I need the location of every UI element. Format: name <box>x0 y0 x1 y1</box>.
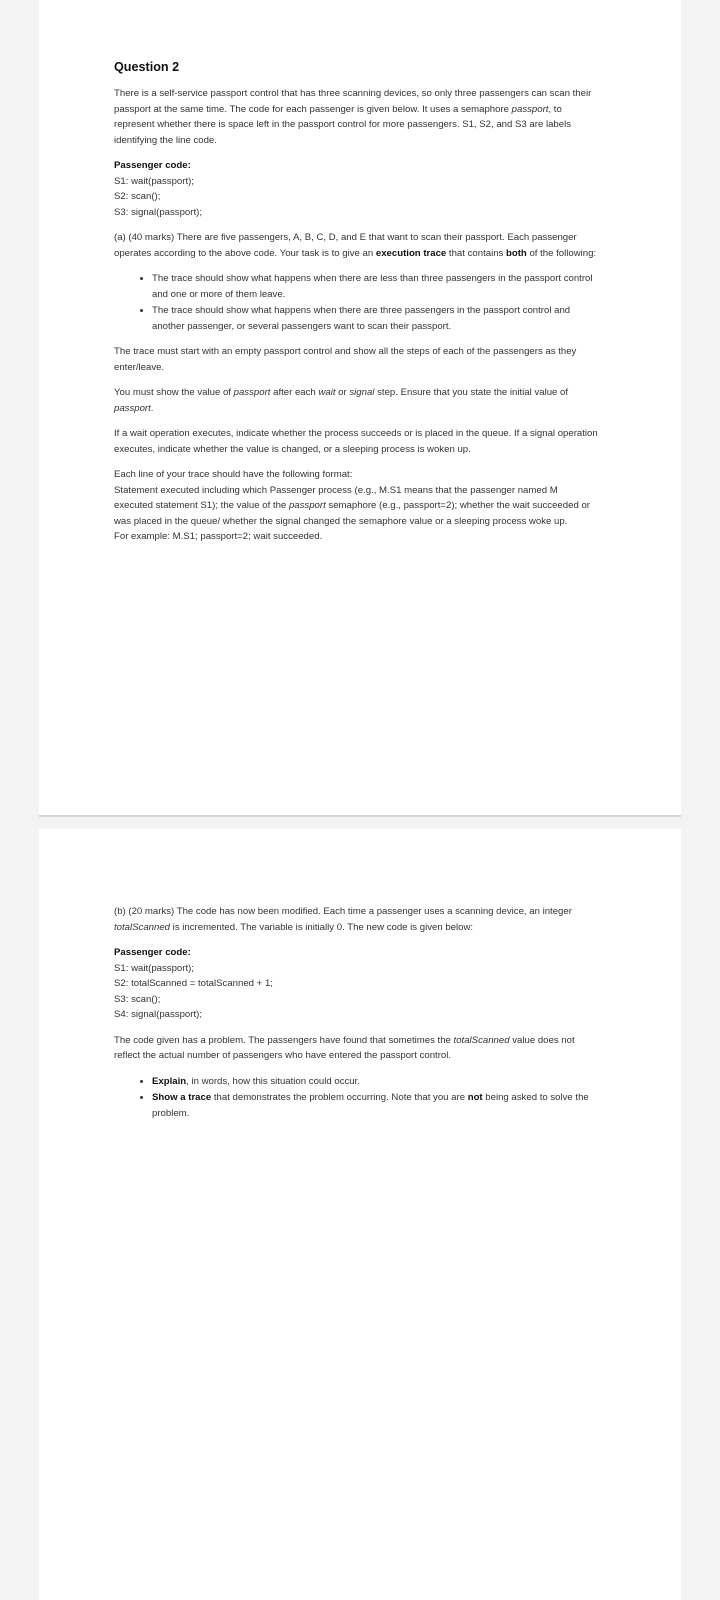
intro-paragraph <box>114 86 599 148</box>
text-run: (a) (40 marks) There are five passengers, A, B, C, D, and E that want to scan their passport. Each passenger operates according to the above code. Your task is to give an <box>114 232 577 259</box>
bullet-item: • The trace should show what happens when there are less than three passengers in the passport control and one or more of them leave. <box>152 271 599 302</box>
trace-format-paragraph <box>114 467 599 545</box>
italic-text: passport <box>511 103 549 115</box>
italic-text: passport <box>288 500 326 511</box>
text-run: Each line of your trace should have the following format: <box>114 469 353 480</box>
document-page-2 <box>39 829 681 1600</box>
show-value-paragraph <box>114 385 599 416</box>
code-line-s3: S3: scan(); <box>114 993 161 1005</box>
text-run: You must show the value of <box>114 387 234 398</box>
part-a-paragraph <box>114 230 599 261</box>
code-line-s3: S3: signal(passport); <box>114 206 202 218</box>
trace-start-paragraph <box>114 344 599 375</box>
text-run: is incremented. The variable is initially 0. The new code is given below: <box>170 921 474 933</box>
text-run: or <box>335 387 350 398</box>
text-run: , to represent whether there is space left in the passport control for more passengers. S1, S2, and S3 are labels identifying the line code. <box>114 103 572 146</box>
text-run: after each <box>270 387 319 398</box>
bullet-item: • The trace should show what happens when there are three passengers in the passport control and another passenger, or several passengers want to scan their passport. <box>152 303 599 334</box>
text-run: Statement executed including which Passenger process (e.g., M.S1 means that the passenger named M executed statement S1); the value of the <box>114 484 558 511</box>
page-2-content <box>114 904 599 1131</box>
text-run: that demonstrates the problem occurring. Note that you are <box>211 1092 468 1103</box>
italic-text: totalScanned <box>114 921 171 933</box>
code-line-s2: S2: totalScanned = totalScanned + 1; <box>114 978 273 989</box>
bold-text: execution trace <box>375 247 447 259</box>
code-line-s2: S2: scan(); <box>114 191 161 202</box>
text-run: (b) (20 marks) The code has now been modified. Each time a passenger uses a scanning device, an integer <box>114 906 572 917</box>
bullet-item-show-trace <box>152 1090 599 1121</box>
text-run: , in words, how this situation could occur. <box>186 1075 360 1087</box>
text-run: semaphore (e.g., passport=2); whether the wait succeeded or was placed in the queue/ whether the signal changed the semaphore value or a sleeping process woke up. <box>114 500 590 527</box>
code-line-s1: S1: wait(passport); <box>114 175 194 187</box>
text-run: that contains <box>446 247 506 259</box>
italic-text: passport <box>114 402 151 414</box>
italic-text: passport <box>233 387 271 398</box>
part-a-bullet-list <box>114 271 599 334</box>
document-page-1 <box>39 0 681 817</box>
text-run: The trace must start with an empty passport control and show all the steps of each of the passengers as they enter/leave. <box>114 346 577 373</box>
text-run: step. Ensure that you state the initial value of <box>374 387 569 398</box>
page-1-content <box>114 58 599 555</box>
bold-text: both <box>506 247 527 259</box>
question-title: Question 2 <box>114 60 180 74</box>
italic-text: wait <box>318 387 336 398</box>
code-line-s4: S4: signal(passport); <box>114 1009 202 1020</box>
text-run: There is a self-service passport control that has three scanning devices, so only three passengers can scan their passport at the same time. The code for each passenger is given below. It uses a semaphore <box>114 88 592 115</box>
modified-code-block <box>114 945 599 1023</box>
code-heading: Passenger code: <box>114 160 191 171</box>
text-run: value does not reflect the actual number of passengers who have entered the passport control. <box>114 1034 575 1061</box>
part-b-paragraph <box>114 904 599 935</box>
part-b-bullet-list <box>114 1074 599 1122</box>
bold-text: Explain <box>152 1075 187 1087</box>
text-run: being asked to solve the problem. <box>152 1092 589 1119</box>
text-run: of the following: <box>526 247 597 259</box>
italic-text: signal <box>349 387 375 398</box>
italic-text: totalScanned <box>453 1034 510 1046</box>
bullet-item-explain <box>152 1074 599 1090</box>
bold-text: Show a trace <box>152 1092 212 1103</box>
passenger-code-block <box>114 158 599 220</box>
text-run: . <box>150 402 154 414</box>
text-run: The code given has a problem. The passengers have found that sometimes the <box>114 1034 454 1046</box>
text-run: If a wait operation executes, indicate whether the process succeeds or is placed in the queue. If a signal operation executes, indicate whether the value is changed, or a sleeping process is woken up. <box>114 428 598 455</box>
code-line-s1: S1: wait(passport); <box>114 962 194 974</box>
problem-paragraph <box>114 1033 599 1064</box>
bold-text: not <box>467 1092 483 1103</box>
code-heading: Passenger code: <box>114 947 191 958</box>
text-run: For example: M.S1; passport=2; wait succeeded. <box>114 531 323 542</box>
wait-operation-paragraph <box>114 426 599 457</box>
